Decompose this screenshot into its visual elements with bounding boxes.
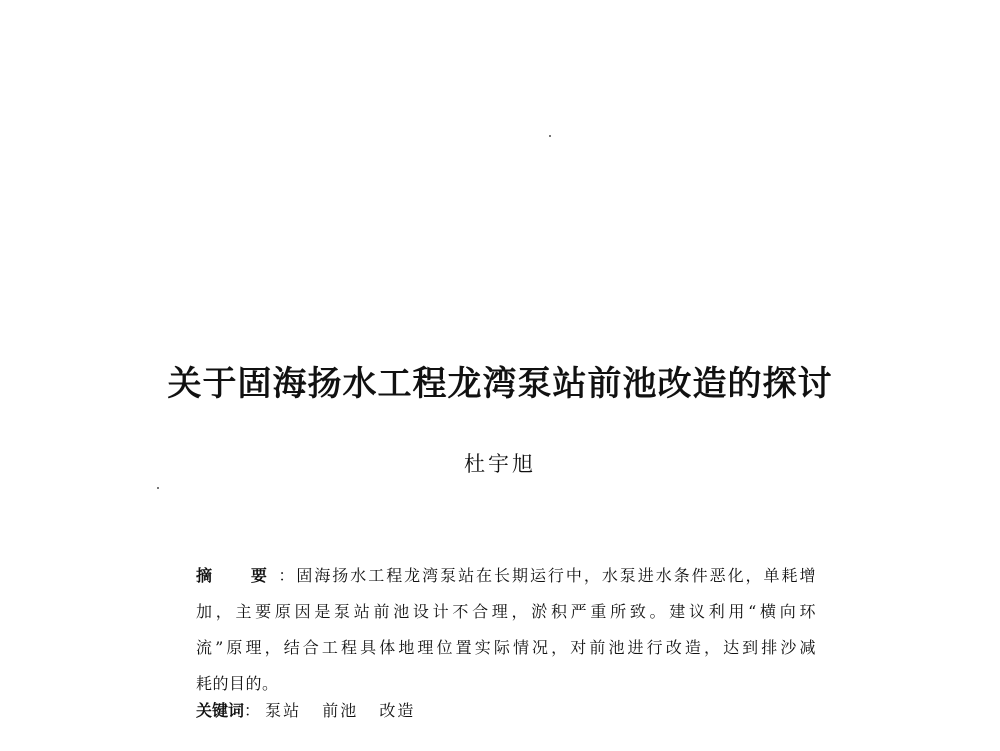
abstract-line: 流”原理，结合工程具体地理位置实际情况，对前池进行改造，达到排沙减 — [196, 638, 816, 657]
keyword-item: 泵站 — [265, 701, 302, 720]
keywords-block — [196, 696, 431, 726]
abstract-block — [196, 558, 816, 702]
keywords-separator: ： — [244, 701, 261, 720]
paper-author: 杜宇旭 — [464, 452, 536, 476]
abstract-line: 加，主要原因是泵站前池设计不合理，淤积严重所致。建议利用“横向环 — [196, 602, 816, 621]
keyword-item: 改造 — [379, 701, 416, 720]
abstract-line — [196, 558, 816, 594]
keyword-item: 前池 — [322, 701, 359, 720]
scan-speck — [157, 487, 159, 489]
abstract-separator: ： — [278, 566, 297, 585]
abstract-line: 耗的目的。 — [196, 674, 279, 693]
scan-speck — [549, 135, 551, 137]
paper-title: 关于固海扬水工程龙湾泵站前池改造的探讨 — [167, 364, 833, 404]
keywords-label: 关键词 — [196, 701, 245, 720]
abstract-label: 摘 要 — [196, 566, 279, 585]
abstract-text: 固海扬水工程龙湾泵站在长期运行中，水泵进水条件恶化，单耗增 — [296, 566, 816, 585]
